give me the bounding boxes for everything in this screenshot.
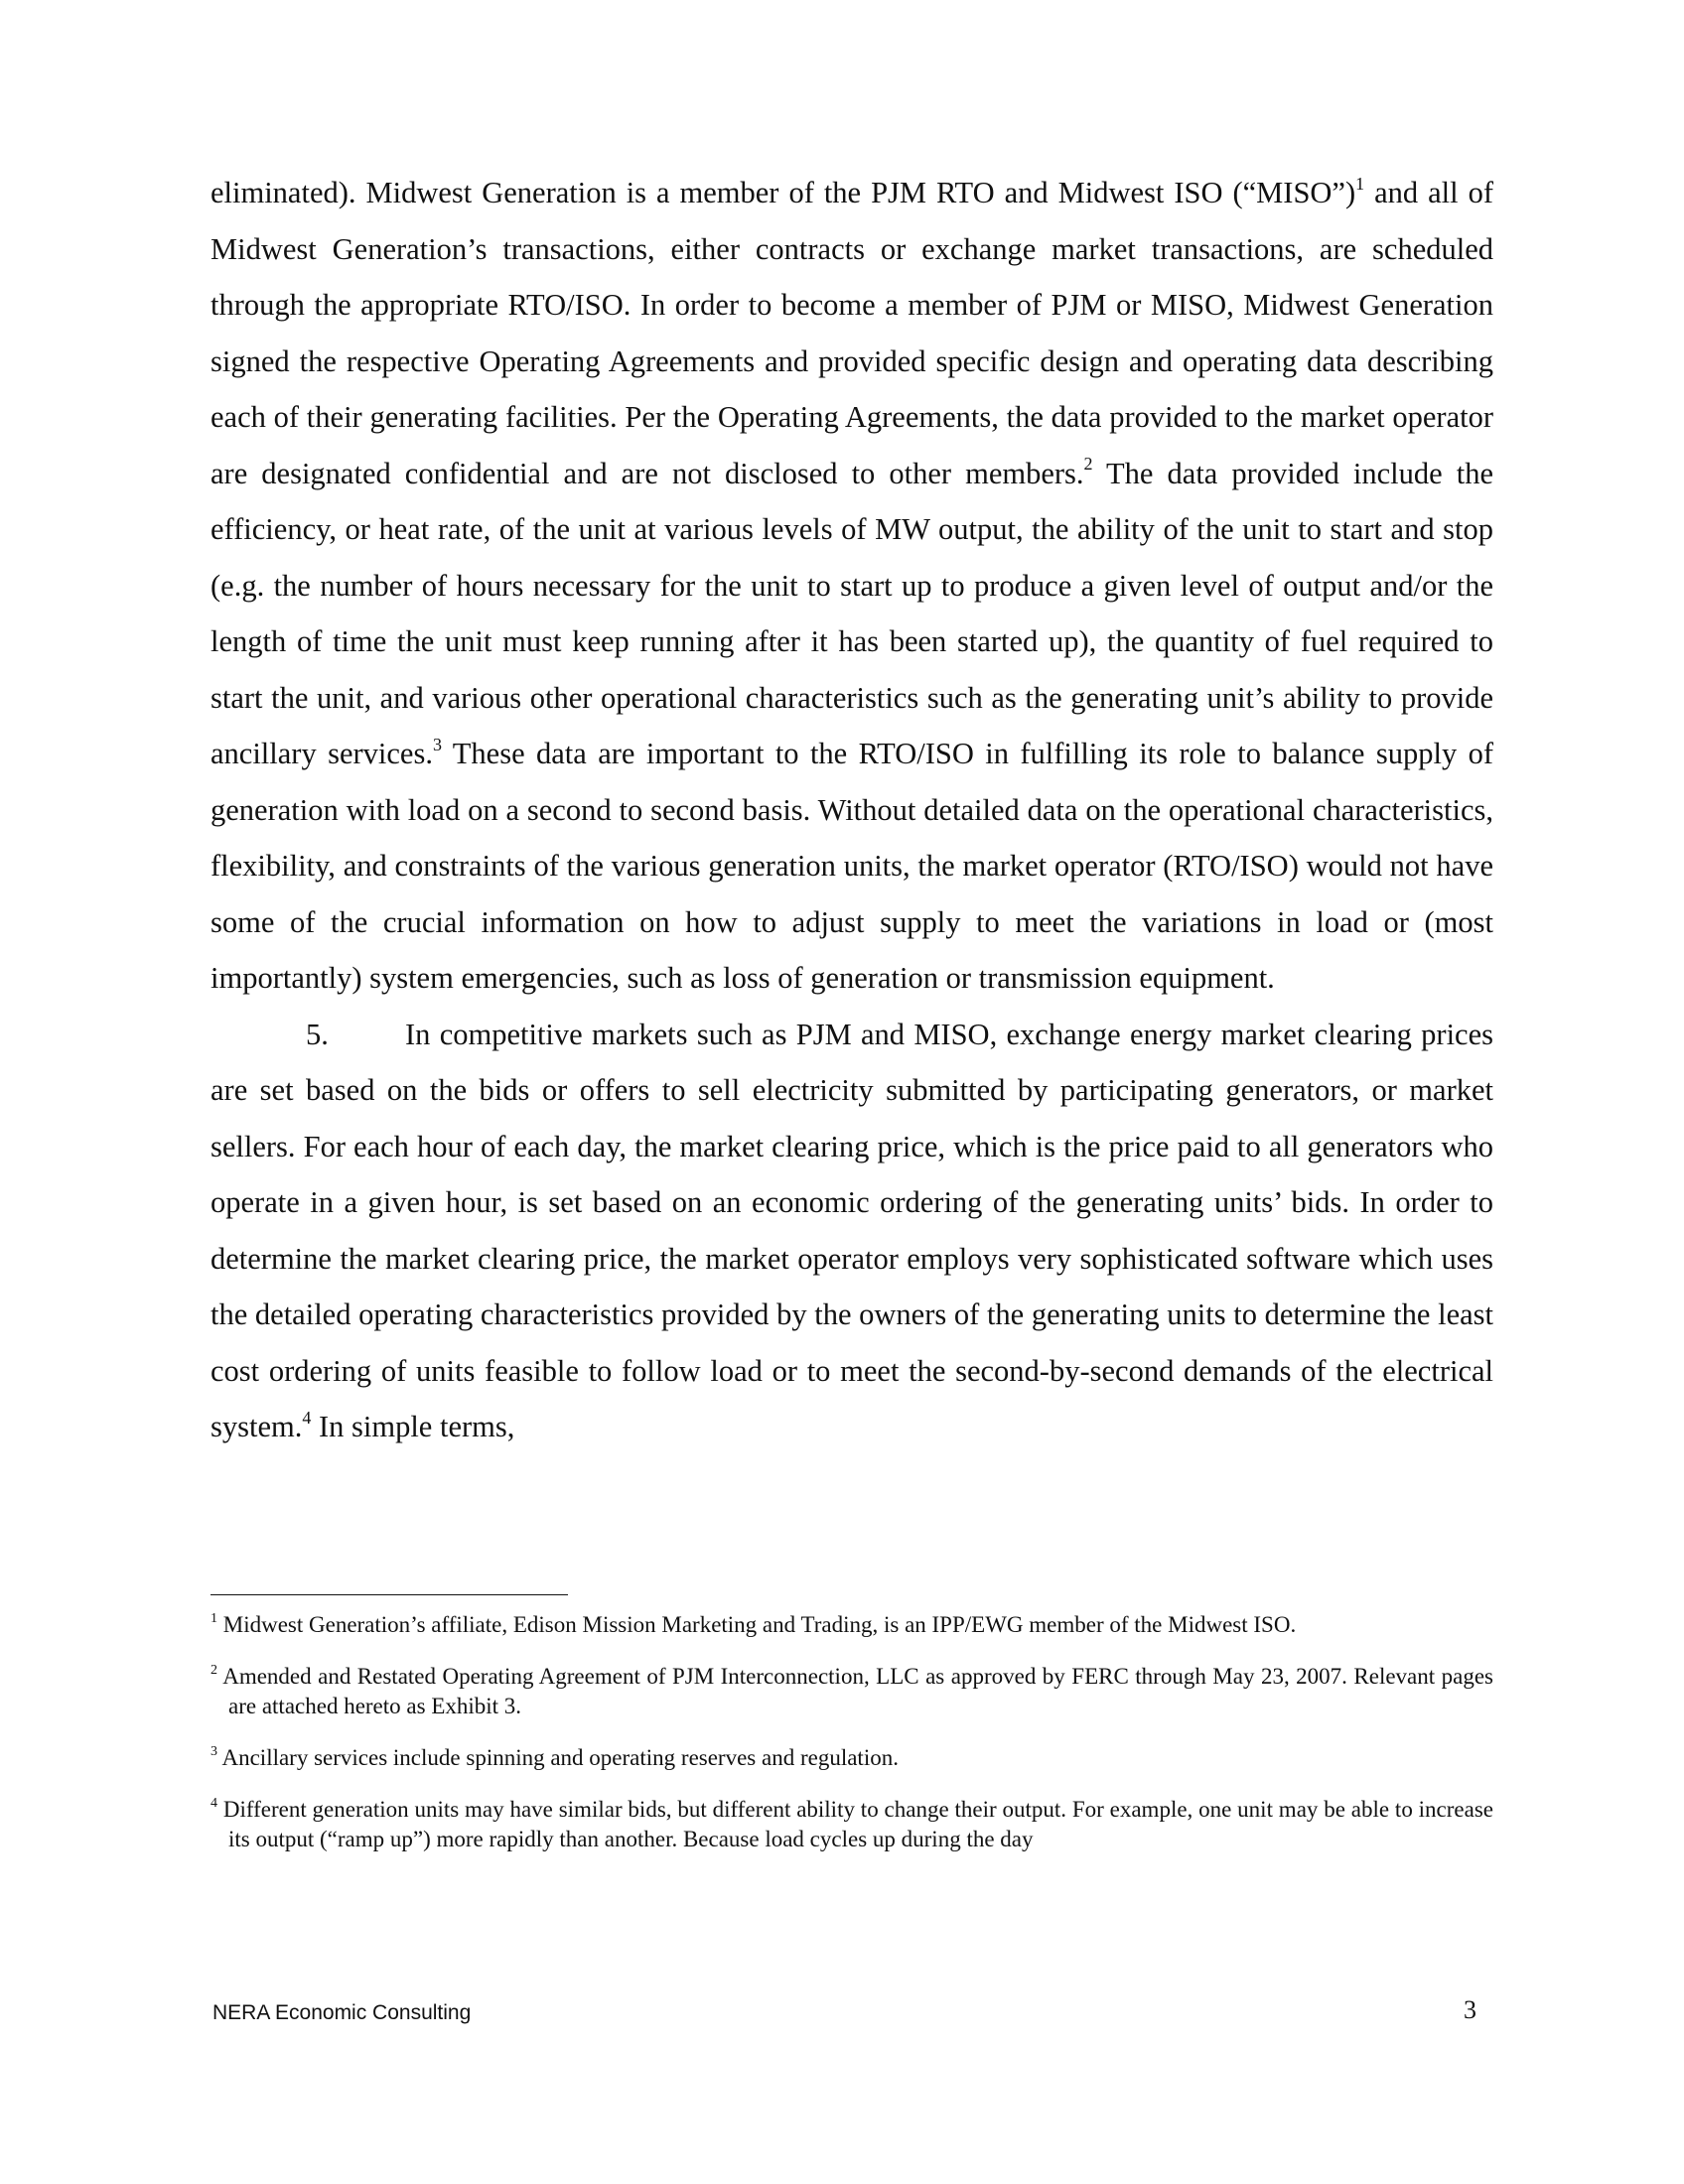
footnote-separator: [210, 1594, 568, 1595]
text-run: eliminated). Midwest Generation is a member of the PJM RTO and Midwest ISO (“MISO”): [210, 176, 1356, 209]
footnote-1: [210, 1610, 1493, 1640]
footnote-text: Midwest Generation’s affiliate, Edison Mission Marketing and Trading, is an IPP/EWG member of the Midwest ISO.: [222, 1612, 1297, 1637]
footnote-3: [210, 1743, 1493, 1773]
footnote-number: 1: [210, 1611, 217, 1627]
footer-organization: NERA Economic Consulting: [212, 2001, 472, 2024]
paragraph-number: 5.: [306, 1017, 329, 1051]
footnote-ref-3: 3: [432, 734, 442, 754]
paragraph-continued: [210, 165, 1493, 1007]
footnote-number: 2: [210, 1663, 217, 1679]
footnote-ref-2: 2: [1083, 454, 1093, 475]
paragraph-5: [210, 1007, 1493, 1455]
text-run: These data are important to the RTO/ISO in fulfilling its role to balance supply of generation with load on a second to second basis. Without detailed data on the operational characteristics, flexibility, and constraints of the various generation units, the market operator (RTO/ISO) would not have some of the crucial information on how to adjust supply to meet the variations in load or (most importantly) system emergencies, such as loss of generation or transmission equipment.: [210, 737, 1494, 995]
footnote-4: [210, 1795, 1493, 1854]
footnote-2: [210, 1662, 1493, 1721]
footnotes: [210, 1610, 1493, 1876]
footnote-text: Amended and Restated Operating Agreement of PJM Interconnection, LLC as approved by FERC through May 23, 2007. Relevant pages are attached hereto as Exhibit 3.: [222, 1664, 1494, 1718]
footnote-number: 3: [210, 1744, 217, 1760]
page-number: 3: [1464, 1995, 1476, 2024]
footnote-number: 4: [210, 1796, 217, 1812]
text-run: and all of Midwest Generation’s transactions, either contracts or exchange market transactions, are scheduled through the appropriate RTO/ISO. In order to become a member of PJM or MISO, Midwest Generation signed the respective Operating Agreements and provided specific design and operating data describing each of their generating facilities. Per the Operating Agreements, the data provided to the market operator are designated confidential and are not disclosed to other members.: [210, 176, 1493, 490]
text-run: In simple terms,: [311, 1410, 515, 1443]
text-run: The data provided include the efficiency, or heat rate, of the unit at various levels of MW output, the ability of the unit to start and stop (e.g. the number of hours necessary for the unit to start up to produce a given level of output and/or the length of time the unit must keep running after it has been started up), the quantity of fuel required to start the unit, and various other operational characteristics such as the generating unit’s ability to provide ancillary services.: [210, 456, 1493, 770]
footnote-ref-1: 1: [1355, 173, 1365, 194]
footnote-ref-4: 4: [302, 1407, 312, 1428]
text-run: In competitive markets such as PJM and MISO, exchange energy market clearing prices are set based on the bids or offers to sell electricity submitted by participating generators, or market sellers. For each hour of each day, the market clearing price, which is the price paid to all generators who operate in a given hour, is set based on an economic ordering of the generating units’ bids. In order to determine the market clearing price, the market operator employs very sophisticated software which uses the detailed operating characteristics provided by the owners of the generating units to determine the least cost ordering of units feasible to follow load or to meet the second-by-second demands of the electrical system.: [210, 1017, 1493, 1443]
footnote-text: Ancillary services include spinning and operating reserves and regulation.: [221, 1745, 899, 1770]
footnote-text: Different generation units may have similar bids, but different ability to change their output. For example, one unit may be able to increase its output (“ramp up”) more rapidly than another. Because load cycles up during the day: [222, 1797, 1493, 1851]
body-text: [210, 165, 1493, 1455]
